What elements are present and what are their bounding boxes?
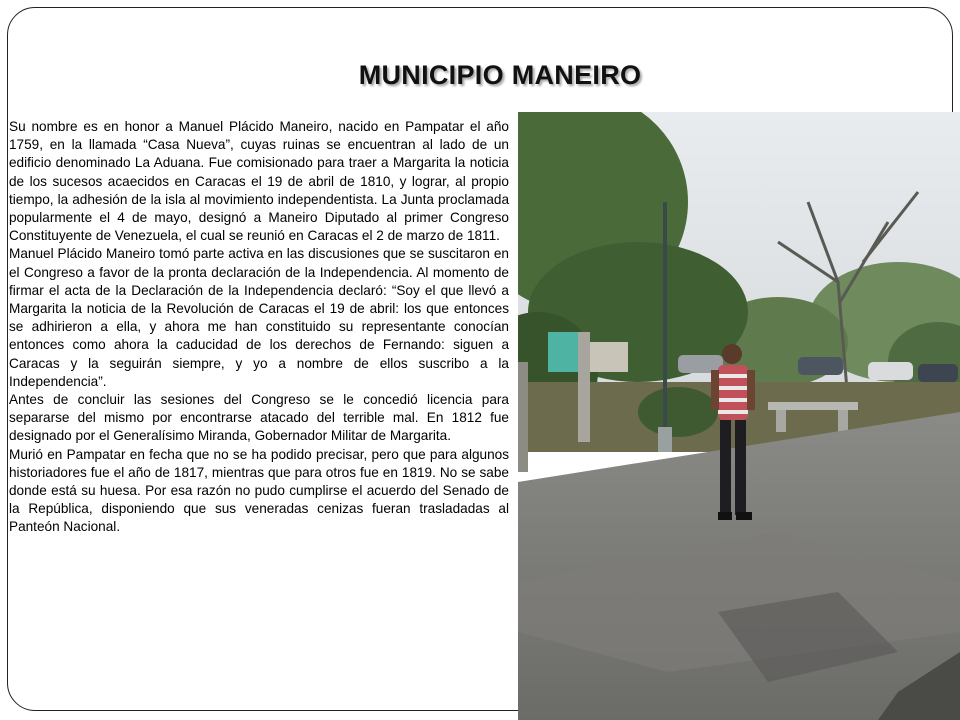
- paragraph-4: Murió en Pampatar en fecha que no se ha podido precisar, pero que para algunos historiadores fue el año de 1817, mientras que para otros fue en 1819. No se sabe donde está su huesa. Por esa razón no pudo cumplirse el acuerdo del Senado de la República, disponiendo que sus veneradas cenizas fueran trasladadas al Panteón Nacional.: [9, 446, 509, 535]
- slide-title: MUNICIPIO MANEIRO: [358, 60, 642, 90]
- paragraph-1: Su nombre es en honor a Manuel Plácido Maneiro, nacido en Pampatar el año 1759, en la llamada “Casa Nueva”, cuyas ruinas se encuentran al lado de un edificio denominado La Aduana. Fue comisionado para traer a Margarita la noticia de los sucesos acaecidos en Caracas el 19 de abril de 1810, y lograr, al propio tiempo, la adhesión de la isla al movimiento independentista. La Junta proclamada popularmente el 4 de mayo, designó a Maneiro Diputado al primer Congreso Constituyente de Venezuela, el cual se reunió en Caracas el 2 de marzo de 1811.: [9, 119, 509, 244]
- paragraph-3: Antes de concluir las sesiones del Congreso se le concedió licencia para separarse del mismo por encontrarse atacado del terrible mal. En 1812 fue designado por el Generalísimo Miranda, Gobernador Militar de Margarita.: [9, 392, 509, 444]
- body-text: [9, 118, 509, 537]
- plaza-photo-image: [518, 112, 960, 720]
- plaza-photo: [518, 112, 960, 720]
- paragraph-2: Manuel Plácido Maneiro tomó parte activa en las discusiones que se suscitaron en el Congreso a favor de la pronta declaración de la Independencia. Al momento de firmar el acta de la Declaración de la Independencia declaró: “Soy el que llevó a Margarita la noticia de la Revolución de Caracas el 19 de abril: los que entonces se adhirieron a ella, y ahora me han constituido su representante conocían entonces como ahora la caducidad de los derechos de Fernando: siguen a Caracas y la seguirán siempre, y yo a nombre de ellos suscribo a la Independencia”.: [9, 246, 509, 389]
